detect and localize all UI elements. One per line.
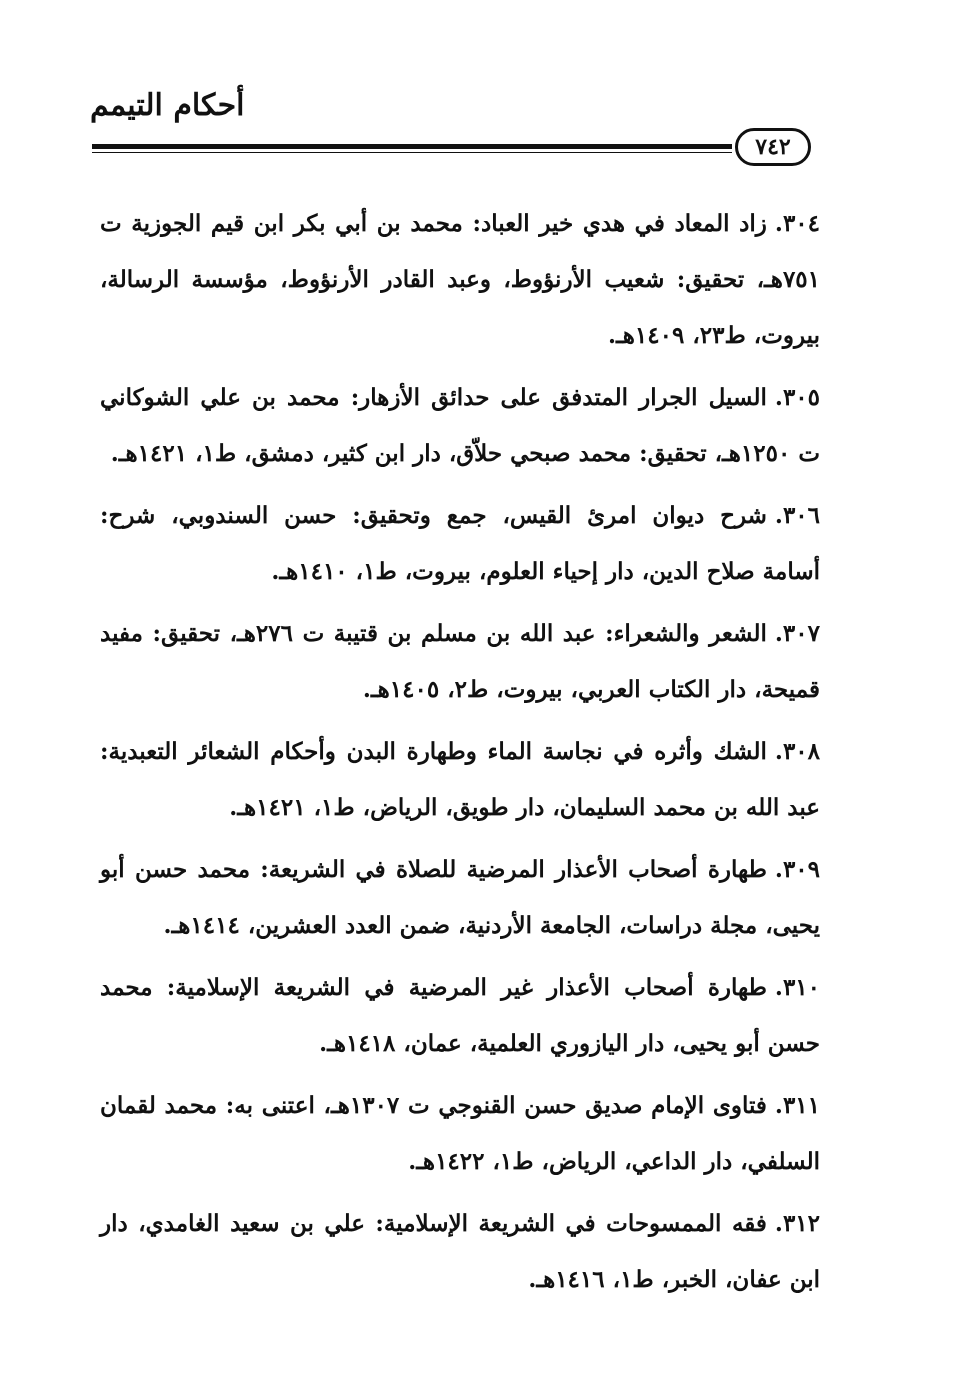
header-rule xyxy=(92,144,732,149)
entry-number: ٣٠٥. xyxy=(774,384,820,411)
entry-text: فتاوى الإمام صديق حسن القنوجي ت ١٣٠٧هـ، اعتنى به: محمد لقمان السلفي، دار الداعي، الرياض، ط١، ١٤٢٢هـ. xyxy=(100,1092,820,1175)
entry-number: ٣١١. xyxy=(774,1092,820,1119)
entry-number: ٣٠٧. xyxy=(774,620,820,647)
entry-number: ٣٠٤. xyxy=(774,210,820,237)
bibliography-entry xyxy=(100,488,820,600)
entry-number: ٣٠٩. xyxy=(774,856,820,883)
bibliography-entry xyxy=(100,1078,820,1190)
bibliography-entry xyxy=(100,960,820,1072)
bibliography-entry xyxy=(100,724,820,836)
header-rule-thin xyxy=(92,152,732,153)
entry-number: ٣١٢. xyxy=(774,1210,820,1237)
entry-text: الشعر والشعراء: عبد الله بن مسلم بن قتيبة ت ٢٧٦هـ، تحقيق: مفيد قميحة، دار الكتاب العربي، بيروت، ط٢، ١٤٠٥هـ. xyxy=(100,620,820,703)
entry-text: طهارة أصحاب الأعذار المرضية للصلاة في الشريعة: محمد حسن أبو يحيى، مجلة دراسات، الجامعة الأردنية، ضمن العدد العشرين، ١٤١٤هـ. xyxy=(100,856,820,939)
entry-number: ٣٠٦. xyxy=(774,502,820,529)
bibliography-entry xyxy=(100,196,820,364)
page-header xyxy=(0,0,960,170)
entry-text: شرح ديوان امرئ القيس، جمع وتحقيق: حسن السندوبي، شرح: أسامة صلاح الدين، دار إحياء العلوم، بيروت، ط١، ١٤١٠هـ. xyxy=(100,502,820,585)
bibliography-entry xyxy=(100,606,820,718)
entry-number: ٣٠٨. xyxy=(774,738,820,765)
entry-text: الشك وأثره في نجاسة الماء وطهارة البدن وأحكام الشعائر التعبدية: عبد الله بن محمد السليمان، دار طويق، الرياض، ط١، ١٤٢١هـ. xyxy=(100,738,820,821)
entry-text: طهارة أصحاب الأعذار غير المرضية في الشريعة الإسلامية: محمد حسن أبو يحيى، دار اليازوري العلمية، عمان، ١٤١٨هـ. xyxy=(100,974,820,1057)
bibliography-list xyxy=(100,196,820,1314)
entry-number: ٣١٠. xyxy=(774,974,820,1001)
page-number: ٧٤٢ xyxy=(735,128,811,166)
entry-text: فقه الممسوحات في الشريعة الإسلامية: علي بن سعيد الغامدي، دار ابن عفان، الخبر، ط١، ١٤١٦هـ. xyxy=(100,1210,820,1293)
bibliography-entry xyxy=(100,370,820,482)
bibliography-entry xyxy=(100,842,820,954)
book-title: أحكام التيمم xyxy=(90,88,245,123)
entry-text: السيل الجرار المتدفق على حدائق الأزهار: محمد بن علي الشوكاني ت ١٢٥٠هـ، تحقيق: محمد صبحي حلاّق، دار ابن كثير، دمشق، ط١، ١٤٢١هـ. xyxy=(100,384,820,467)
entry-text: زاد المعاد في هدي خير العباد: محمد بن أبي بكر ابن قيم الجوزية ت ٧٥١هـ، تحقيق: شعيب الأرنؤوط، وعبد القادر الأرنؤوط، مؤسسة الرسالة، بيروت، ط٢٣، ١٤٠٩هـ. xyxy=(100,210,820,349)
bibliography-entry xyxy=(100,1196,820,1308)
